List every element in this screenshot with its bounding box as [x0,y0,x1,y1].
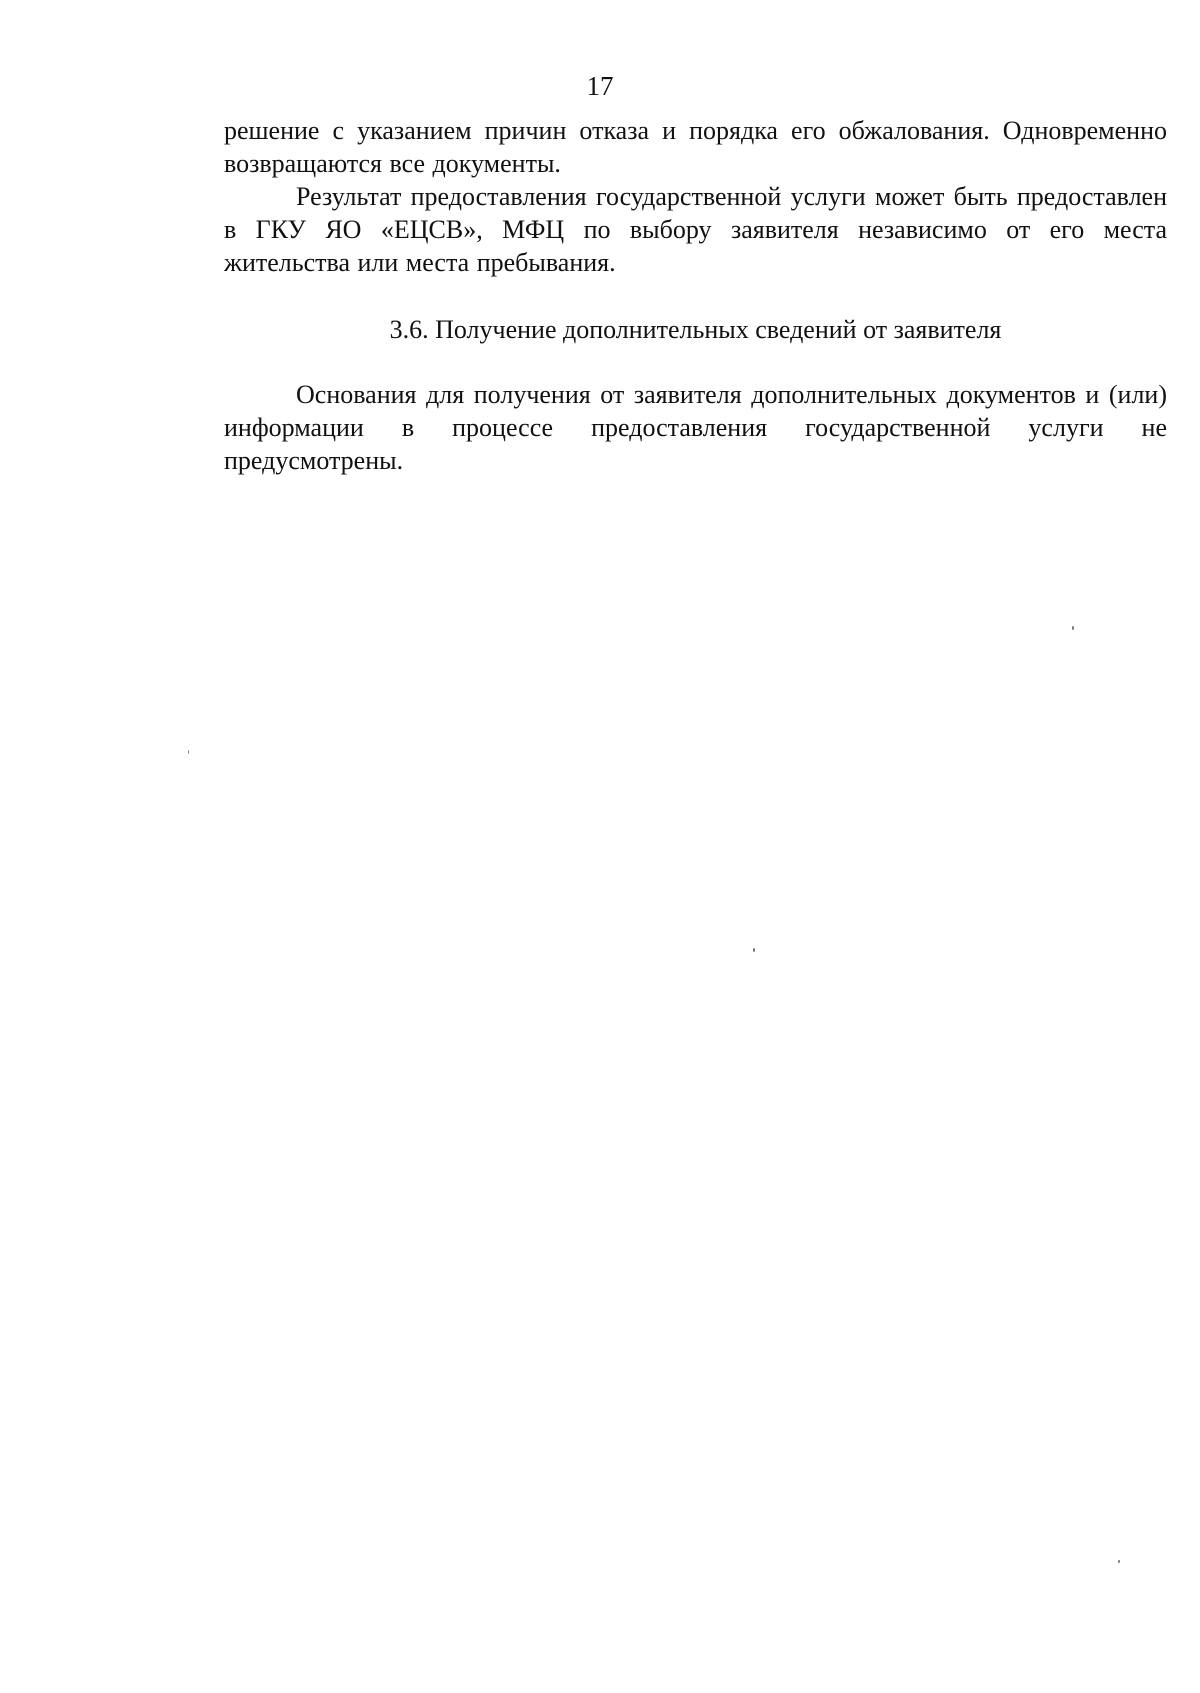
page-number: 17 [586,71,614,101]
paragraph-result: Результат предоставления государственной услуги может быть предоставлен в ГКУ ЯО «ЕЦСВ», МФЦ по выбору заявителя независимо от его места жительства или места пребывания. [224,182,1167,277]
scan-speck [1118,1560,1120,1563]
section-heading: 3.6. Получение дополнительных сведений от заявителя [389,315,1002,344]
scan-speck [753,948,755,952]
section-body: Основания для получения от заявителя дополнительных документов и (или) информации в процессе предоставления государственной услуги не предусмотрены. [224,380,1167,475]
paragraph-continuation: решение с указанием причин отказа и порядка его обжалования. Одновременно возвращаются все документы. [224,116,1167,178]
scan-speck [1072,626,1074,630]
scan-speck [188,750,189,754]
